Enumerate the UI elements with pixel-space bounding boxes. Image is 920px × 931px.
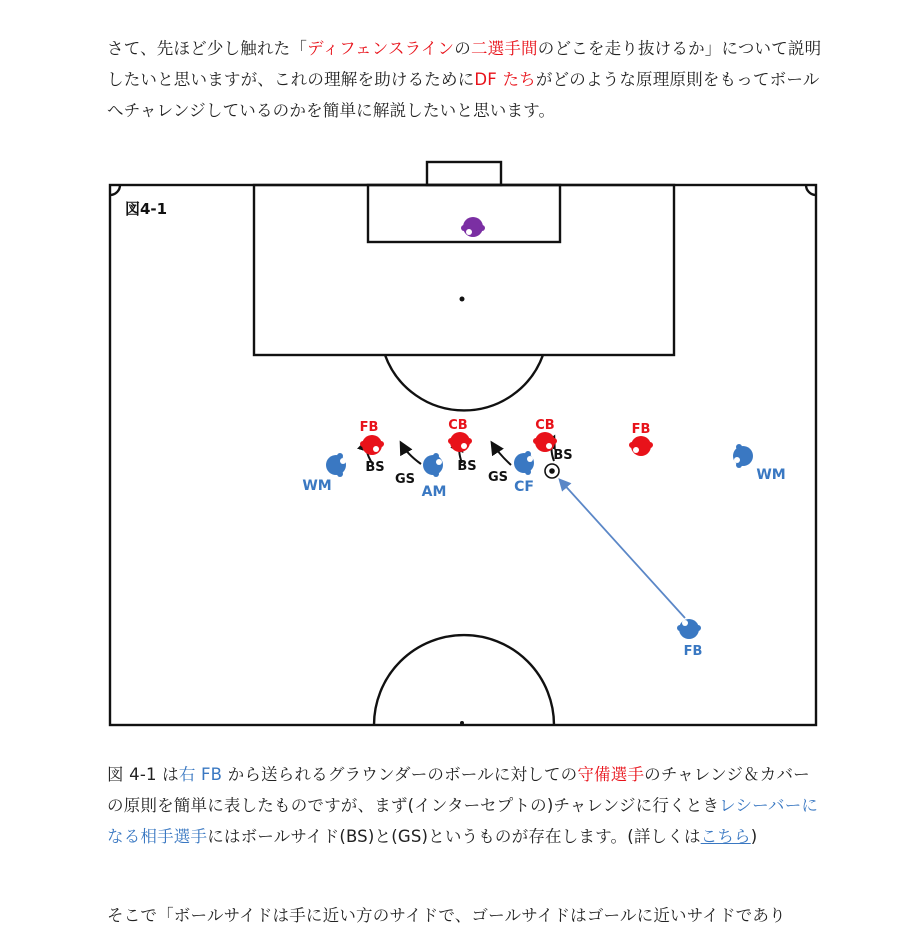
label-fb-right: FB — [631, 422, 651, 437]
gs-arrow-left — [401, 443, 421, 464]
link-here[interactable]: こちら — [700, 827, 751, 846]
term-defense-line: ディフェンスライン — [307, 39, 455, 58]
caption-paragraph: 図 4-1 は右 FB から送られるグラウンダーのボールに対しての守備選手のチャレンジ＆カバーの原則を簡単に表したものですが、まず(インターセプトの)チャレンジに行くときレシーバーになる相手選手にはボールサイド(BS)と(GS)というものが存在します。(詳しくはこちら) — [107, 765, 819, 846]
player-gk — [461, 217, 485, 237]
term-defender: 守備選手 — [577, 765, 645, 784]
ball — [545, 464, 559, 478]
intro-paragraph: さて、先ほど少し触れた「ディフェンスラインの二選手間のどこを走り抜けるか」について説明したいと思いますが、これの理解を助けるためにDF たちがどのような原理原則をもってボールへチャレンジしているのかを簡単に解説したいと思います。 — [107, 39, 822, 120]
player-wm-right — [733, 444, 753, 468]
player-am — [423, 453, 443, 477]
term-right-fb: 右 FB — [178, 765, 223, 784]
label-fb-left: FB — [359, 420, 379, 435]
center-circle — [374, 635, 554, 725]
term-two-players: 二選手間 — [470, 39, 538, 58]
marker-bs-center: BS — [457, 459, 477, 474]
label-cf: CF — [514, 479, 534, 495]
label-am: AM — [421, 484, 447, 500]
pass-line — [560, 480, 685, 618]
marker-gs-left: GS — [394, 472, 416, 487]
player-fb-bottom — [677, 619, 701, 639]
label-wm-left: WM — [302, 478, 332, 494]
penalty-area — [254, 185, 674, 355]
player-cf — [514, 451, 534, 475]
label-cb-right: CB — [535, 418, 555, 433]
next-paragraph: そこで「ボールサイドは手に近い方のサイドで、ゴールサイドはゴールに近いサイドであり — [107, 906, 786, 925]
player-cb-center — [448, 432, 472, 452]
label-fb-bottom: FB — [683, 644, 703, 659]
gs-arrow-right — [492, 443, 511, 465]
corner-arc-left — [110, 185, 120, 195]
label-cb-center: CB — [448, 418, 468, 433]
center-spot — [460, 721, 464, 725]
corner-arc-right — [806, 185, 816, 195]
player-fb-right — [629, 436, 653, 456]
marker-bs-left: BS — [365, 460, 385, 475]
player-fb-left — [360, 435, 384, 455]
figure-label: 図4-1 — [125, 200, 168, 218]
penalty-arc — [385, 355, 543, 410]
penalty-spot — [460, 297, 465, 302]
term-receiver: レシーバーになる相手選手 — [107, 796, 819, 846]
player-wm-left — [326, 453, 346, 477]
marker-bs-right: BS — [553, 448, 573, 463]
goal — [427, 162, 501, 185]
term-df: DF たち — [474, 70, 536, 89]
label-wm-right: WM — [756, 467, 786, 483]
goal-area — [368, 185, 560, 242]
marker-gs-right: GS — [487, 470, 509, 485]
pitch-outline — [110, 185, 816, 725]
pitch-diagram — [108, 158, 820, 728]
